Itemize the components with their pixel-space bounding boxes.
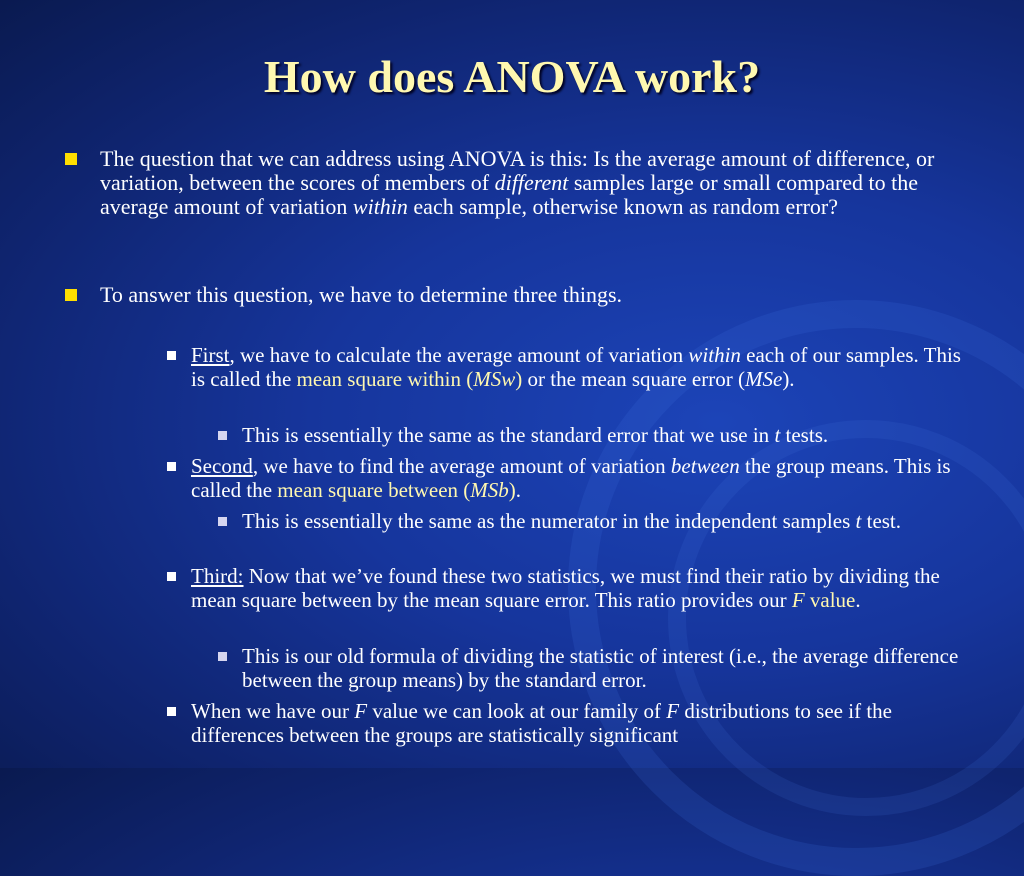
slide-title: How does ANOVA work? — [263, 51, 761, 102]
detail-third: This is our old formula of dividing the statistic of interest (i.e., the average difference between the group means) by the standard error. — [242, 644, 972, 692]
sub-bullet-second: Second, we have to find the average amount of variation between the group means. This is called the mean square between (MSb). — [191, 454, 966, 502]
square-bullet-icon — [218, 431, 227, 440]
square-bullet-icon — [167, 351, 176, 360]
sub-bullet-third: Third: Now that we’ve found these two statistics, we must find their ratio by dividing the mean square between by the mean square error. This ratio provides our F value. — [191, 564, 966, 612]
sub-bullet-significance: When we have our F value we can look at our family of F distributions to see if the differences between the groups are statistically significant — [191, 699, 966, 747]
square-bullet-icon — [218, 652, 227, 661]
detail-second: This is essentially the same as the numerator in the independent samples t test. — [242, 509, 972, 533]
square-bullet-icon — [65, 289, 77, 301]
bullet-three-things: To answer this question, we have to determine three things. — [100, 283, 940, 307]
detail-first: This is essentially the same as the standard error that we use in t tests. — [242, 423, 972, 447]
square-bullet-icon — [65, 153, 77, 165]
square-bullet-icon — [167, 572, 176, 581]
square-bullet-icon — [167, 707, 176, 716]
sub-bullet-first: First, we have to calculate the average amount of variation within each of our samples. This is called the mean square within (MSw) or the mean square error (MSe). — [191, 343, 966, 391]
square-bullet-icon — [218, 517, 227, 526]
square-bullet-icon — [167, 462, 176, 471]
bullet-question: The question that we can address using ANOVA is this: Is the average amount of difference, or variation, between the scores of members of different samples large or small compared to the average amount of variation within each sample, otherwise known as random error? — [100, 147, 940, 219]
